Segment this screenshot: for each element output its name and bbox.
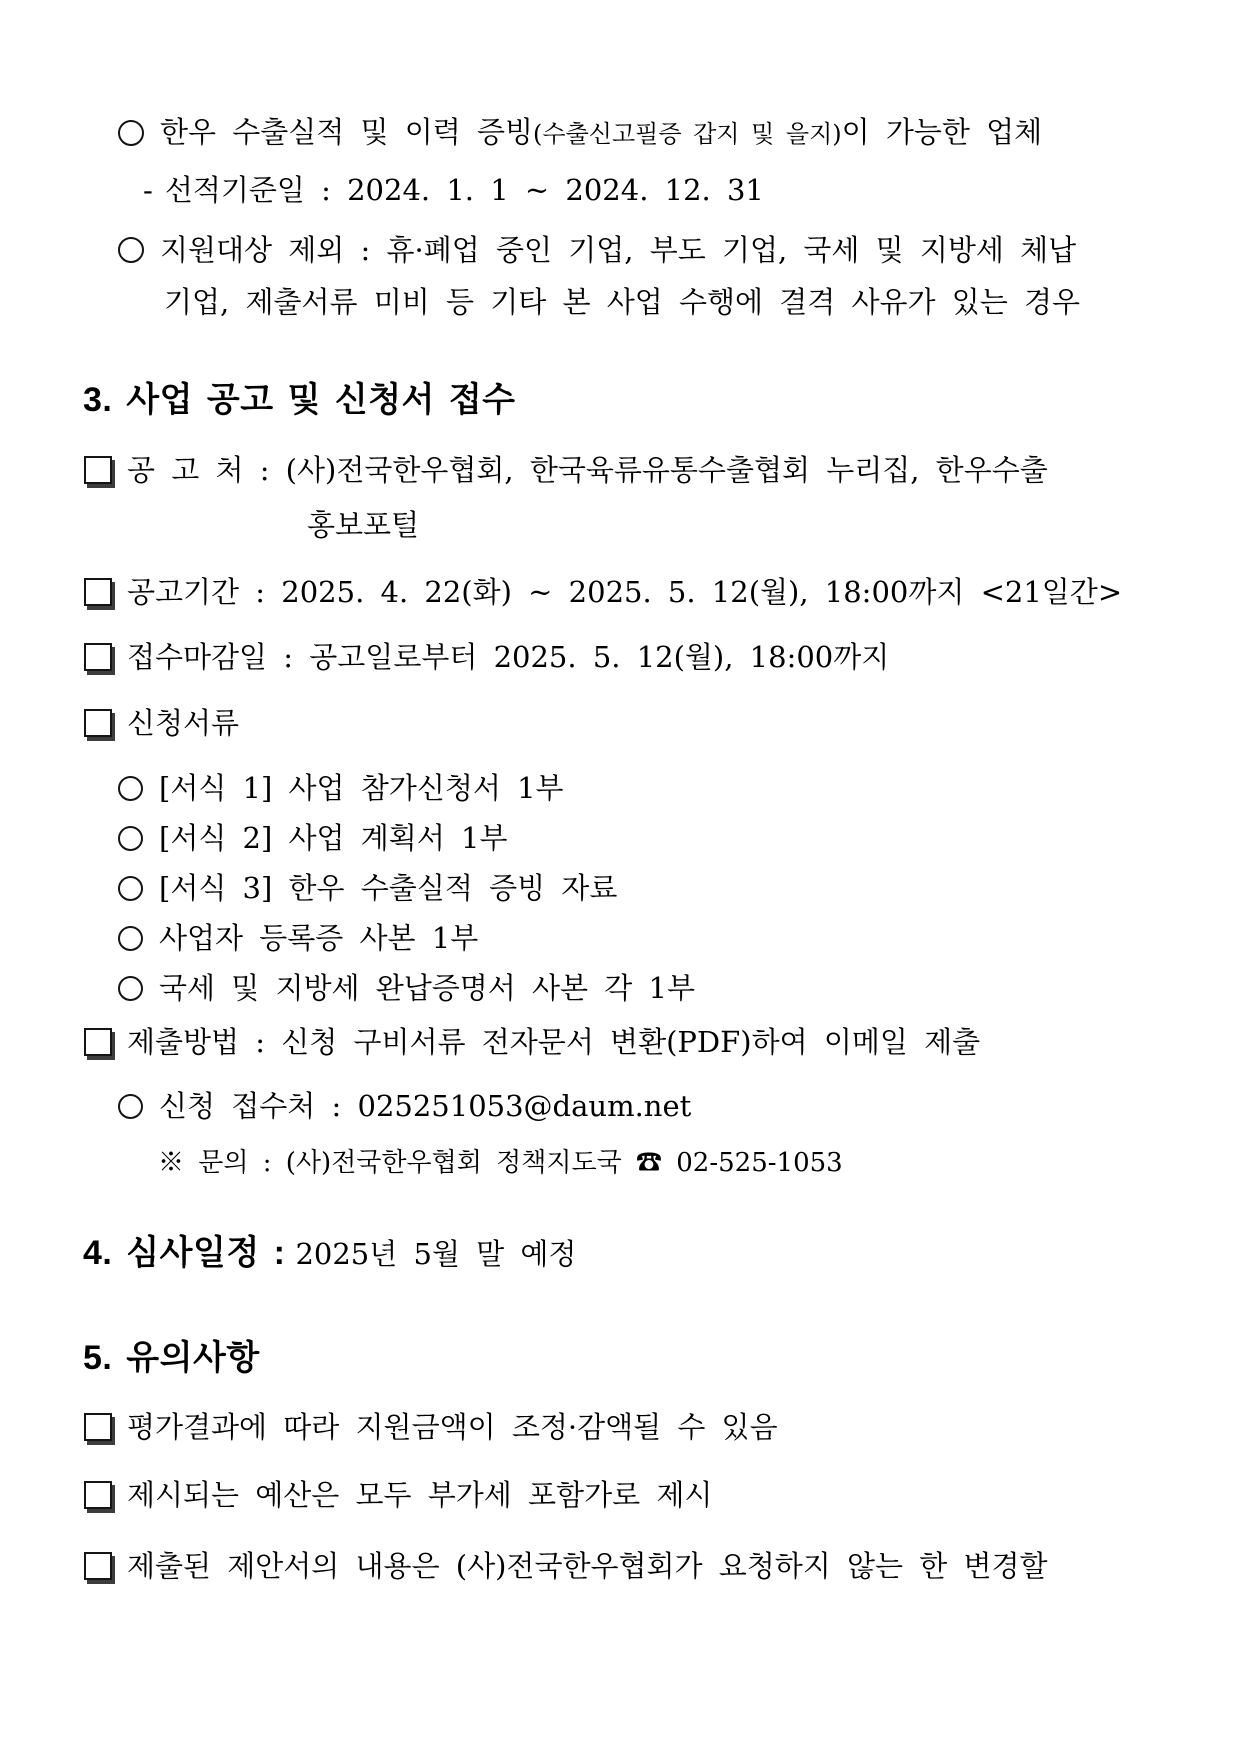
deadline-row [84, 637, 889, 677]
section-5-heading-text: 5. 유의사항 [83, 1339, 260, 1377]
circle-bullet-icon [118, 926, 143, 951]
note-text: 제시되는 예산은 모두 부가세 포함가로 제시 [127, 1478, 713, 1512]
contact-note-row [158, 1143, 843, 1183]
square-bullet-icon [84, 1552, 112, 1580]
circle-bullet-icon [118, 776, 143, 801]
dash-bullet-icon: - [143, 173, 153, 207]
contact-note-text: ※ 문의 : (사)전국한우협회 정책지도국 ☎ 02-525-1053 [158, 1148, 843, 1178]
note-row [84, 1475, 712, 1515]
doc-item-text: 사업자 등록증 사본 1부 [159, 921, 479, 955]
circle-bullet-icon [118, 826, 143, 851]
doc-item-text: 국세 및 지방세 완납증명서 사본 각 1부 [159, 971, 695, 1005]
notice-org-continuation-text: 홍보포털 [307, 508, 420, 542]
section-4-heading-rest: 2025년 5월 말 예정 [295, 1237, 577, 1271]
eligibility-item-2-line-2 [164, 282, 1080, 322]
submit-email-text: 신청 접수처 : 025251053@daum.net [159, 1089, 692, 1123]
eligibility-item-2-text-1: 지원대상 제외 : 휴·폐업 중인 기업, 부도 기업, 국세 및 지방세 체납 [160, 233, 1077, 267]
shipment-date-line [143, 170, 764, 210]
eligibility-item-1-main-b: 이 가능한 업체 [841, 115, 1043, 149]
circle-bullet-icon [118, 876, 143, 901]
doc-item-text: [서식 1] 사업 참가신청서 1부 [159, 771, 564, 805]
docs-label-row [84, 703, 239, 743]
circle-bullet-icon [118, 976, 143, 1001]
note-text: 제출된 제안서의 내용은 (사)전국한우협회가 요청하지 않는 한 변경할 [127, 1549, 1048, 1583]
doc-list-item [118, 768, 564, 808]
doc-item-text: [서식 3] 한우 수출실적 증빙 자료 [159, 871, 618, 905]
section-3-heading [83, 378, 516, 422]
submit-method-text: 제출방법 : 신청 구비서류 전자문서 변환(PDF)하여 이메일 제출 [127, 1025, 981, 1059]
square-bullet-icon [84, 709, 112, 737]
doc-list-item [118, 918, 478, 958]
section-4-heading-bold: 4. 심사일정 : [83, 1234, 286, 1272]
notice-org-continuation [307, 505, 419, 545]
note-text: 평가결과에 따라 지원금액이 조정·감액될 수 있음 [127, 1410, 778, 1444]
docs-label-text: 신청서류 [127, 706, 240, 740]
eligibility-item-2-line-1 [118, 230, 1076, 270]
eligibility-item-1 [118, 112, 1042, 154]
notice-org-row [84, 450, 1048, 490]
eligibility-item-1-text [160, 112, 1042, 154]
eligibility-item-2-text-2: 기업, 제출서류 미비 등 기타 본 사업 수행에 결격 사유가 있는 경우 [164, 285, 1080, 319]
square-bullet-icon [84, 456, 112, 484]
submit-method-row [84, 1022, 980, 1062]
section-3-heading-text: 3. 사업 공고 및 신청서 접수 [83, 381, 516, 419]
doc-list-item [118, 968, 695, 1008]
square-bullet-icon [84, 1481, 112, 1509]
note-row [84, 1546, 1048, 1586]
section-4-heading [83, 1231, 576, 1276]
section-5-heading [83, 1336, 260, 1380]
notice-org-text: 공 고 처 : (사)전국한우협회, 한국육류유통수출협회 누리집, 한우수출 [127, 453, 1048, 487]
doc-list-item [118, 818, 508, 858]
square-bullet-icon [84, 1028, 112, 1056]
notice-period-text: 공고기간 : 2025. 4. 22(화) ~ 2025. 5. 12(월), 18:00까지 <21일간> [127, 575, 1123, 609]
doc-item-text: [서식 2] 사업 계획서 1부 [159, 821, 508, 855]
submit-email-row [118, 1086, 691, 1126]
circle-bullet-icon [118, 237, 144, 263]
note-row [84, 1407, 778, 1447]
square-bullet-icon [84, 578, 112, 606]
notice-period-row [84, 572, 1122, 612]
circle-bullet-icon [118, 1094, 143, 1119]
deadline-text: 접수마감일 : 공고일로부터 2025. 5. 12(월), 18:00까지 [127, 640, 890, 674]
square-bullet-icon [84, 1413, 112, 1441]
square-bullet-icon [84, 643, 112, 671]
doc-list-item [118, 868, 617, 908]
eligibility-item-1-parenthetical: (수출신고필증 갑지 및 을지) [533, 120, 842, 148]
circle-bullet-icon [118, 120, 144, 146]
shipment-date-text: 선적기준일 : 2024. 1. 1 ~ 2024. 12. 31 [164, 173, 764, 207]
eligibility-item-1-main-a: 한우 수출실적 및 이력 증빙 [160, 115, 534, 149]
